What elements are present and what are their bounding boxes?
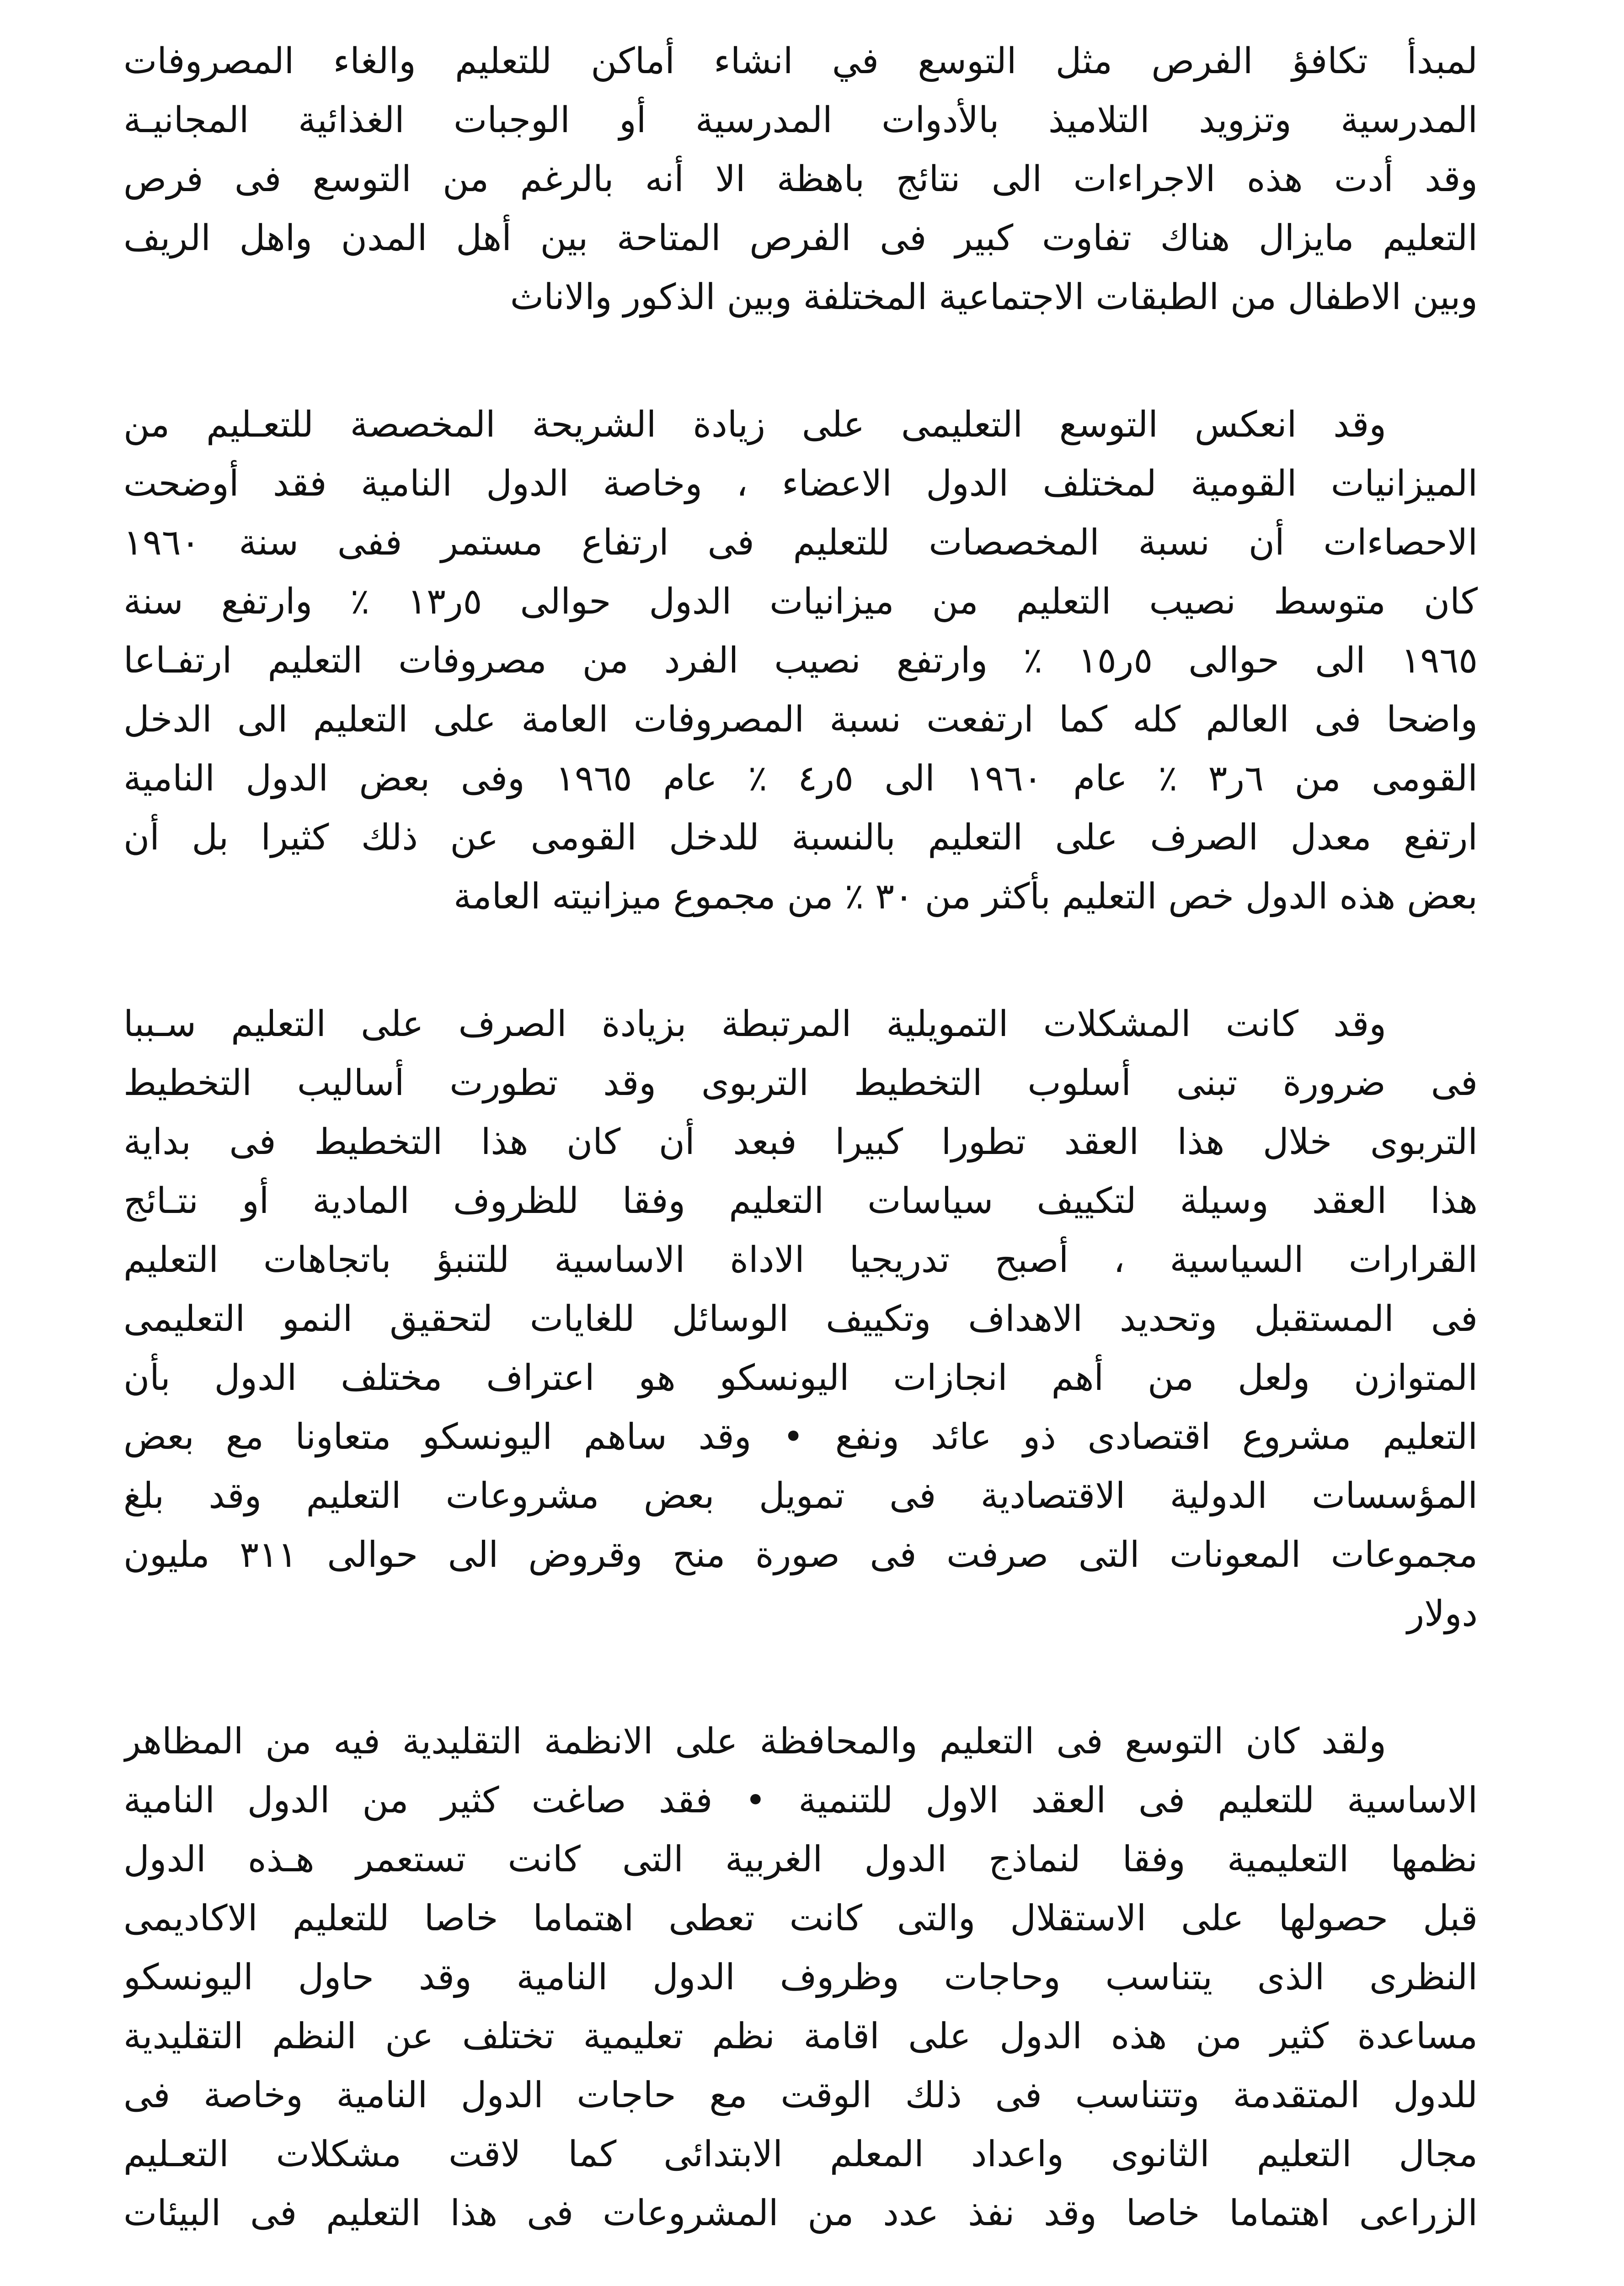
text-line: كان متوسط نصيب التعليم من ميزانيات الدول حوالى ٥ر١٣ ٪ وارتفع سنة <box>123 581 1478 622</box>
text-line: مجال التعليم الثانوى واعداد المعلم الابتدائى كما لاقت مشكلات التعـليم <box>123 2134 1478 2175</box>
text-line: وقد انعكس التوسع التعليمى على زيادة الشريحة المخصصة للتعـليم من <box>123 404 1386 445</box>
text-line: الميزانيات القومية لمختلف الدول الاعضاء ، وخاصة الدول النامية فقد أوضحت <box>123 463 1478 504</box>
text-line: ١٩٦٥ الى حوالى ٥ر١٥ ٪ وارتفع نصيب الفرد من مصروفات التعليم ارتفـاعا <box>123 640 1478 681</box>
text-line: هذا العقد وسيلة لتكييف سياسات التعليم وفقا للظروف المادية أو نتـائج <box>123 1180 1478 1222</box>
text-line: المدرسية وتزويد التلاميذ بالأدوات المدرسية أو الوجبات الغذائية المجانيـة <box>123 100 1478 141</box>
text-line: التعليم مشروع اقتصادى ذو عائد ونفع • وقد ساهم اليونسكو متعاونا مع بعض <box>123 1416 1478 1458</box>
paragraph-2 <box>123 395 1478 926</box>
paragraph-3 <box>123 995 1478 1644</box>
body-text <box>123 32 1478 2286</box>
paragraph-4 <box>123 1712 1478 2243</box>
text-line: نظمها التعليمية وفقا لنماذج الدول الغربية التى كانت تستعمر هـذه الدول <box>123 1839 1478 1880</box>
text-line: النظرى الذى يتناسب وحاجات وظروف الدول النامية وقد حاول اليونسكو <box>123 1957 1478 1998</box>
text-line: بعض هذه الدول خص التعليم بأكثر من ٣٠ ٪ من مجموع ميزانيته العامة <box>453 876 1478 917</box>
text-line: لمبدأ تكافؤ الفرص مثل التوسع في انشاء أماكن للتعليم والغاء المصروفات <box>123 41 1478 82</box>
text-line: وقد أدت هذه الاجراءات الى نتائج باهظة الا أنه بالرغم من التوسع فى فرص <box>123 159 1478 200</box>
text-line: مجموعات المعونات التى صرفت فى صورة منح وقروض الى حوالى ٣١١ مليون <box>123 1534 1478 1576</box>
text-line: المتوازن ولعل من أهم انجازات اليونسكو هو اعتراف مختلف الدول بأن <box>123 1357 1478 1399</box>
text-line: التعليم مايزال هناك تفاوت كبير فى الفرص المتاحة بين أهل المدن واهل الريف <box>123 218 1478 259</box>
text-line: الزراعى اهتماما خاصا وقد نفذ عدد من المشروعات فى هذا التعليم فى البيئات <box>123 2193 1478 2234</box>
text-line: دولار <box>1407 1593 1478 1634</box>
text-line: فى ضرورة تبنى أسلوب التخطيط التربوى وقد تطورت أساليب التخطيط <box>123 1063 1478 1104</box>
text-line: الاحصاءات أن نسبة المخصصات للتعليم فى ارتفاع مستمر ففى سنة ١٩٦٠ <box>123 522 1478 563</box>
text-line: مساعدة كثير من هذه الدول على اقامة نظم تعليمية تختلف عن النظم التقليدية <box>123 2016 1478 2057</box>
paragraph-1 <box>123 32 1478 327</box>
text-line: للدول المتقدمة وتتناسب فى ذلك الوقت مع حاجات الدول النامية وخاصة فى <box>123 2075 1478 2116</box>
text-line: قبل حصولها على الاستقلال والتى كانت تعطى اهتماما خاصا للتعليم الاكاديمى <box>123 1898 1478 1939</box>
text-line: ارتفع معدل الصرف على التعليم بالنسبة للدخل القومى عن ذلك كثيرا بل أن <box>123 817 1478 858</box>
text-line: الاساسية للتعليم فى العقد الاول للتنمية • فقد صاغت كثير من الدول النامية <box>123 1780 1478 1821</box>
text-line: وبين الاطفال من الطبقات الاجتماعية المختلفة وبين الذكور والاناث <box>510 277 1478 318</box>
text-line: ولقد كان التوسع فى التعليم والمحافظة على الانظمة التقليدية فيه من المظاهر <box>123 1721 1386 1762</box>
text-line: فى المستقبل وتحديد الاهداف وتكييف الوسائل للغايات لتحقيق النمو التعليمى <box>123 1298 1478 1340</box>
text-line: القومى من ٦ر٣ ٪ عام ١٩٦٠ الى ٥ر٤ ٪ عام ١٩٦٥ وفى بعض الدول النامية <box>123 758 1478 799</box>
text-line: القرارات السياسية ، أصبح تدريجيا الاداة الاساسية للتنبؤ باتجاهات التعليم <box>123 1239 1478 1281</box>
text-line: واضحا فى العالم كله كما ارتفعت نسبة المصروفات العامة على التعليم الى الدخل <box>123 699 1478 740</box>
text-line: التربوى خلال هذا العقد تطورا كبيرا فبعد أن كان هذا التخطيط فى بداية <box>123 1122 1478 1163</box>
text-line: المؤسسات الدولية الاقتصادية فى تمويل بعض مشروعات التعليم وقد بلغ <box>123 1475 1478 1517</box>
text-line: وقد كانت المشكلات التمويلية المرتبطة بزيادة الصرف على التعليم سـببا <box>123 1004 1386 1045</box>
